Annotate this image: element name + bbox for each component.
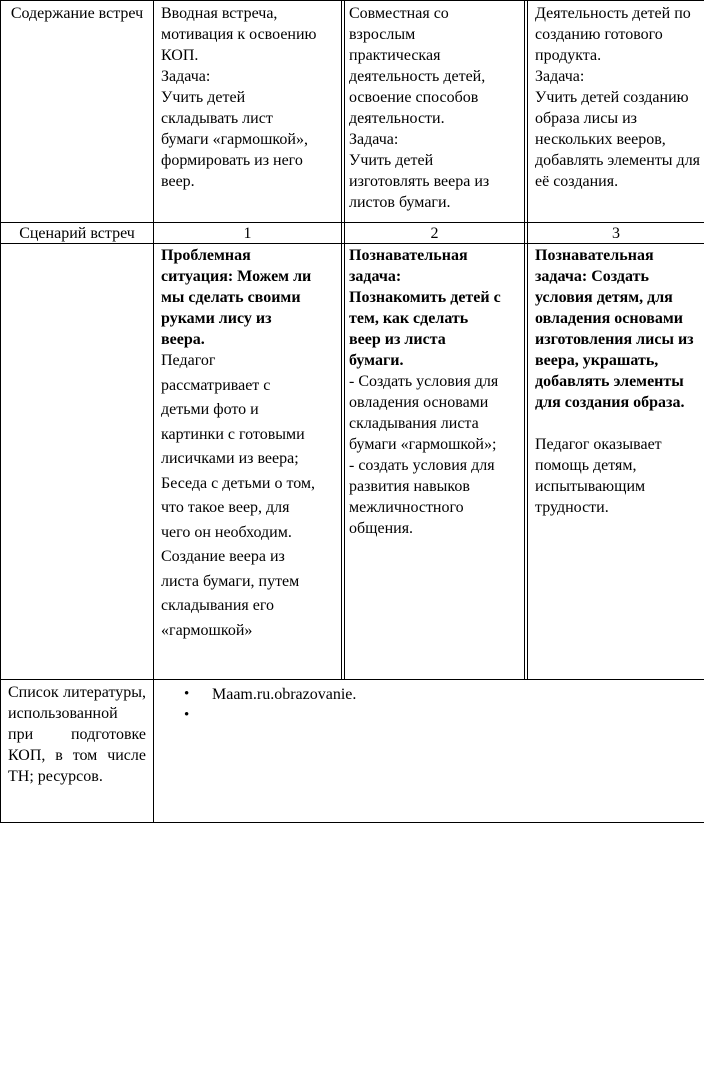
table-border-row2: [0, 243, 704, 244]
row2-col2-cell: [345, 223, 524, 243]
row3-col2-cell: [349, 245, 524, 539]
row3-col3-text: Педагог оказывает помощь детям, испытывающим трудности.: [535, 436, 662, 516]
row2-label: Сценарий встреч: [19, 225, 135, 242]
row3-col3-bold: Познавательная задача: Создать условия детям, для овладения основами изготовления лисы из веера, украшать, добавлять элементы для создания образа.: [535, 247, 694, 411]
reference-item: • Maam.ru.obrazovanie.: [154, 684, 704, 705]
row2-col2-number: 2: [430, 225, 439, 242]
row1-col3-text: Деятельность детей по созданию готового продукта. Задача: Учить детей созданию образа лисы из нескольких вееров, добавлять элементы для её создания.: [535, 5, 701, 190]
row3-col3-cell: [535, 245, 704, 518]
row1-label-cell: [4, 3, 150, 24]
row2-col1-number: 1: [243, 225, 252, 242]
reference-item: [154, 705, 704, 726]
row4-label-cell: [8, 682, 146, 787]
row1-col1-cell: [161, 3, 341, 192]
table-border-col2: [341, 0, 342, 680]
references-list: [154, 684, 704, 726]
row4-label: Список литературы, использованной при подготовке КОП, в том числе ТН; ресурсов.: [8, 684, 146, 785]
table-border-col2b: [344, 0, 345, 680]
row2-col1-cell: [154, 223, 341, 243]
row3-col1-cell: [161, 245, 341, 643]
row2-col3-number: 3: [612, 225, 620, 242]
row3-col2-text: - Создать условия для овладения основами складывания листа бумаги «гармошкой»; - создать условия для развития навыков межличностного общения.: [349, 373, 499, 537]
row2-label-cell: [1, 223, 153, 243]
row1-col3-cell: [535, 3, 704, 192]
table-border-bottom: [0, 822, 704, 823]
row1-col2-cell: [349, 3, 524, 213]
table-border-col3b: [527, 0, 528, 680]
row1-label: Содержание встреч: [10, 5, 144, 22]
row3-col1-bold: Проблемная ситуация: Можем ли мы сделать своими руками лису из веера.: [161, 247, 312, 348]
table-border-row3: [0, 679, 704, 680]
table-border-top: [0, 0, 704, 1]
row1-col1-text: Вводная встреча, мотивация к освоению КОП. Задача: Учить детей складывать лист бумаги «гармошкой», формировать из него веер.: [161, 5, 317, 190]
row2-col3-cell: [528, 223, 704, 243]
row1-col2-text: Совместная со взрослым практическая деятельность детей, освоение способов деятельности. Задача: Учить детей изготовлять веера из листов бумаги.: [349, 5, 490, 211]
table-border-col3: [524, 0, 525, 680]
table-border-left: [0, 0, 1, 823]
row4-refs-cell: [154, 684, 704, 726]
row3-col1-text: Педагог рассматривает с детьми фото и картинки с готовыми лисичками из веера; Беседа с детьми о том, что такое веер, для чего он необходим. Создание веера из листа бумаги, путем складывания его «гармошкой»: [161, 352, 316, 639]
row3-col2-bold: Познавательная задача: Познакомить детей с тем, как сделать веер из листа бумаги.: [349, 247, 501, 369]
